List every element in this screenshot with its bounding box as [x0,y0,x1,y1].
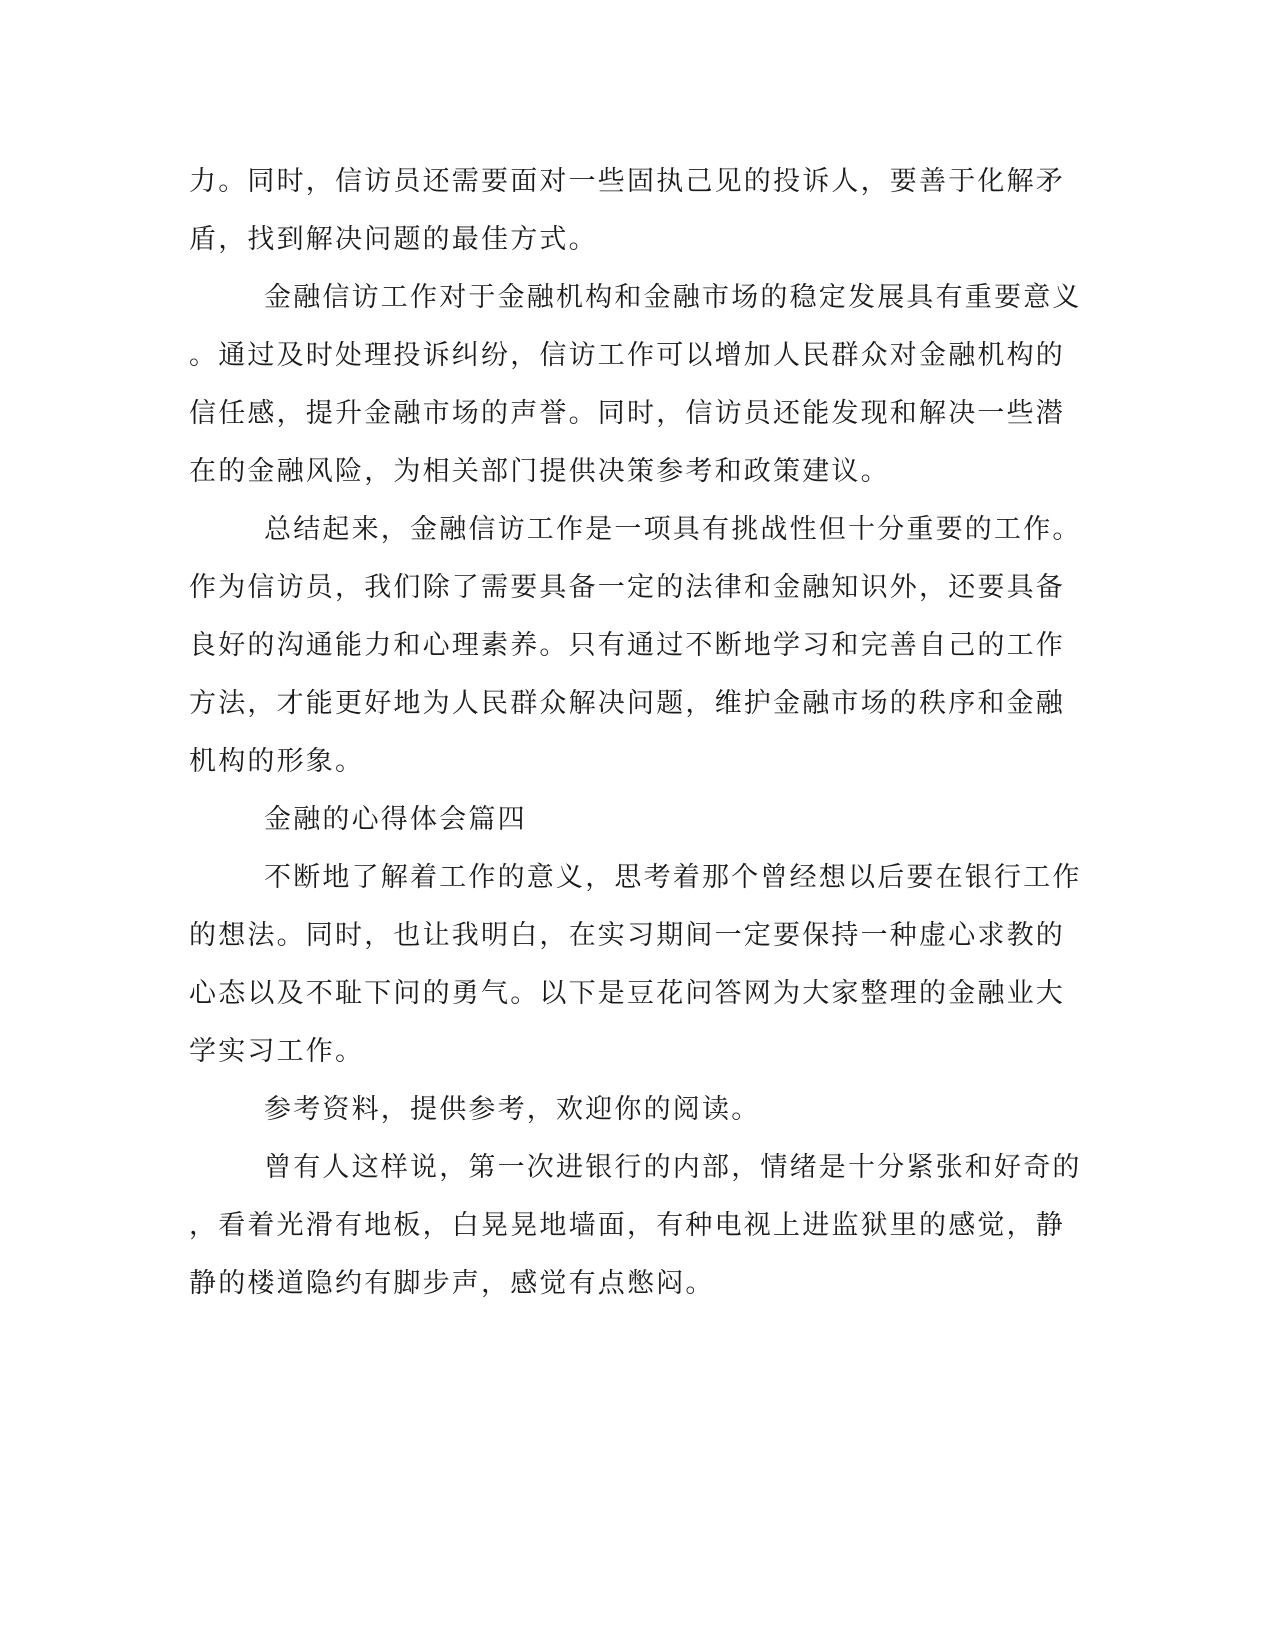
paragraph-start-line: 不断地了解着工作的意义，思考着那个曾经想以后要在银行工作 [264,862,1082,893]
text-line: 方法，才能更好地为人民群众解决问题，维护金融市场的秩序和金融 [189,688,1065,719]
text-line: ，看着光滑有地板，白晃晃地墙面，有种电视上进监狱里的感觉，静 [189,1210,1065,1241]
paragraph-start-line: 金融信访工作对于金融机构和金融市场的稳定发展具有重要意义 [264,282,1082,313]
text-line: 力。同时，信访员还需要面对一些固执己见的投诉人，要善于化解矛 [189,166,1065,197]
text-line: 静的楼道隐约有脚步声，感觉有点憋闷。 [189,1268,715,1299]
paragraph-start-line: 总结起来，金融信访工作是一项具有挑战性但十分重要的工作。 [264,514,1082,545]
text-line: 心态以及不耻下问的勇气。以下是豆花问答网为大家整理的金融业大 [189,978,1065,1009]
paragraph-start-line: 参考资料，提供参考，欢迎你的阅读。 [264,1094,761,1125]
paragraph-start-line: 曾有人这样说，第一次进银行的内部，情绪是十分紧张和好奇的 [264,1152,1082,1183]
text-line: 盾，找到解决问题的最佳方式。 [189,224,598,255]
text-line: 作为信访员，我们除了需要具备一定的法律和金融知识外，还要具备 [189,572,1065,603]
text-line: 学实习工作。 [189,1036,365,1067]
text-line: 在的金融风险，为相关部门提供决策参考和政策建议。 [189,456,890,487]
text-line: 机构的形象。 [189,746,365,777]
text-line: 。通过及时处理投诉纠纷，信访工作可以增加人民群众对金融机构的 [189,340,1065,371]
section-heading: 金融的心得体会篇四 [264,804,527,835]
text-line: 信任感，提升金融市场的声誉。同时，信访员还能发现和解决一些潜 [189,398,1065,429]
text-line: 良好的沟通能力和心理素养。只有通过不断地学习和完善自己的工作 [189,630,1065,661]
text-line: 的想法。同时，也让我明白，在实习期间一定要保持一种虚心求教的 [189,920,1065,951]
